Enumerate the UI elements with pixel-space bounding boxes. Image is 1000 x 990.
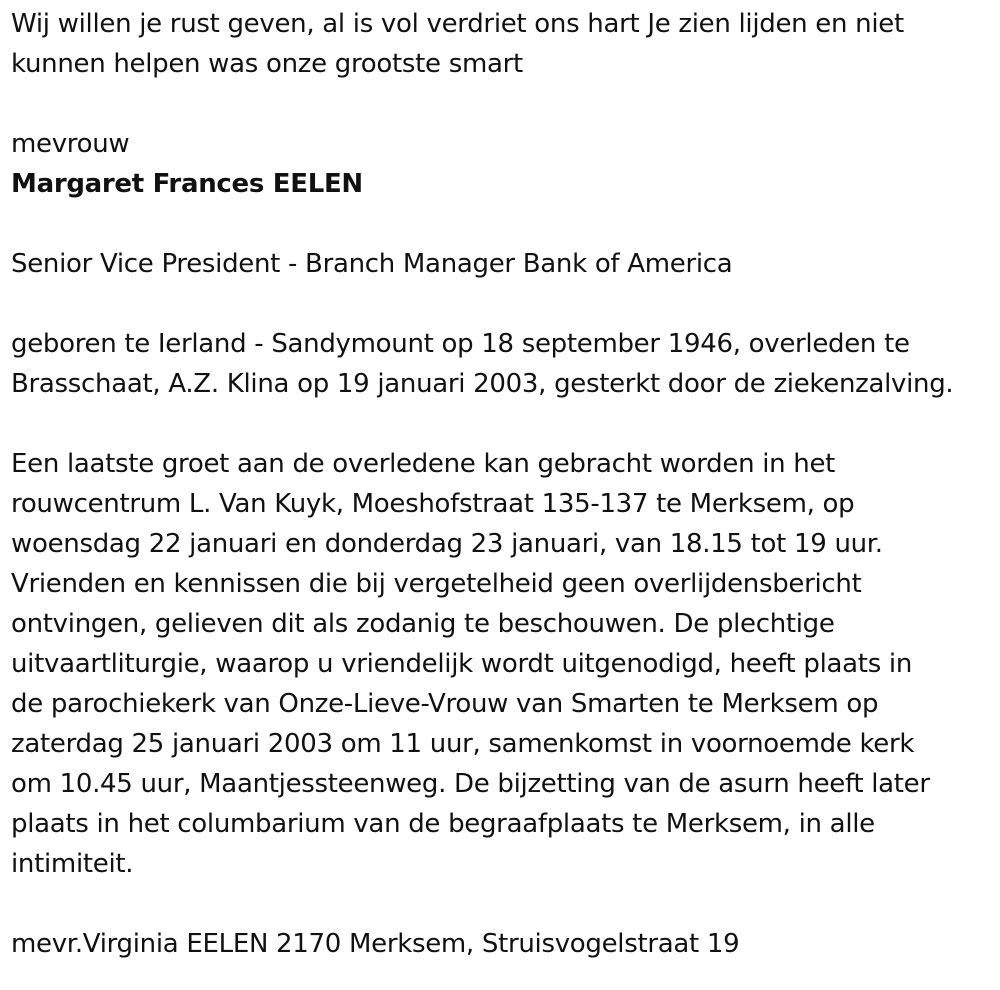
honorific: mevrouw bbox=[11, 129, 130, 159]
details-line: uitvaartliturgie, waarop u vriendelijk wordt uitgenodigd, heeft plaats in bbox=[11, 649, 913, 679]
poem-line: Wij willen je rust geven, al is vol verdriet ons hart Je zien lijden en niet bbox=[11, 9, 904, 39]
profession: Senior Vice President - Branch Manager Bank of America bbox=[11, 249, 733, 279]
obituary-notice bbox=[11, 4, 991, 964]
details-line: de parochiekerk van Onze-Lieve-Vrouw van Smarten te Merksem op bbox=[11, 689, 879, 719]
details-line: plaats in het columbarium van de begraafplaats te Merksem, in alle bbox=[11, 809, 875, 839]
details-line: om 10.45 uur, Maantjessteenweg. De bijzetting van de asurn heeft later bbox=[11, 769, 930, 799]
poem-line: kunnen helpen was onze grootste smart bbox=[11, 49, 523, 79]
details-line: Een laatste groet aan de overledene kan gebracht worden in het bbox=[11, 449, 836, 479]
spacer bbox=[11, 284, 991, 324]
details-line: ontvingen, gelieven dit als zodanig te beschouwen. De plechtige bbox=[11, 609, 835, 639]
details-line: woensdag 22 januari en donderdag 23 januari, van 18.15 tot 19 uur. bbox=[11, 529, 883, 559]
birth-death-line: Brasschaat, A.Z. Klina op 19 januari 2003, gesterkt door de ziekenzalving. bbox=[11, 369, 954, 399]
spacer bbox=[11, 884, 991, 924]
details-line: rouwcentrum L. Van Kuyk, Moeshofstraat 135-137 te Merksem, op bbox=[11, 489, 855, 519]
details-line: intimiteit. bbox=[11, 849, 134, 879]
deceased-name: Margaret Frances EELEN bbox=[11, 169, 363, 199]
birth-death-line: geboren te Ierland - Sandymount op 18 september 1946, overleden te bbox=[11, 329, 910, 359]
contact-address: mevr.Virginia EELEN 2170 Merksem, Struisvogelstraat 19 bbox=[11, 929, 740, 959]
spacer bbox=[11, 404, 991, 444]
details-line: zaterdag 25 januari 2003 om 11 uur, samenkomst in voornoemde kerk bbox=[11, 729, 915, 759]
spacer bbox=[11, 204, 991, 244]
birth-death-paragraph bbox=[11, 324, 991, 404]
poem-paragraph bbox=[11, 4, 991, 84]
funeral-details-paragraph bbox=[11, 444, 991, 884]
details-line: Vrienden en kennissen die bij vergetelheid geen overlijdensbericht bbox=[11, 569, 862, 599]
spacer bbox=[11, 84, 991, 124]
